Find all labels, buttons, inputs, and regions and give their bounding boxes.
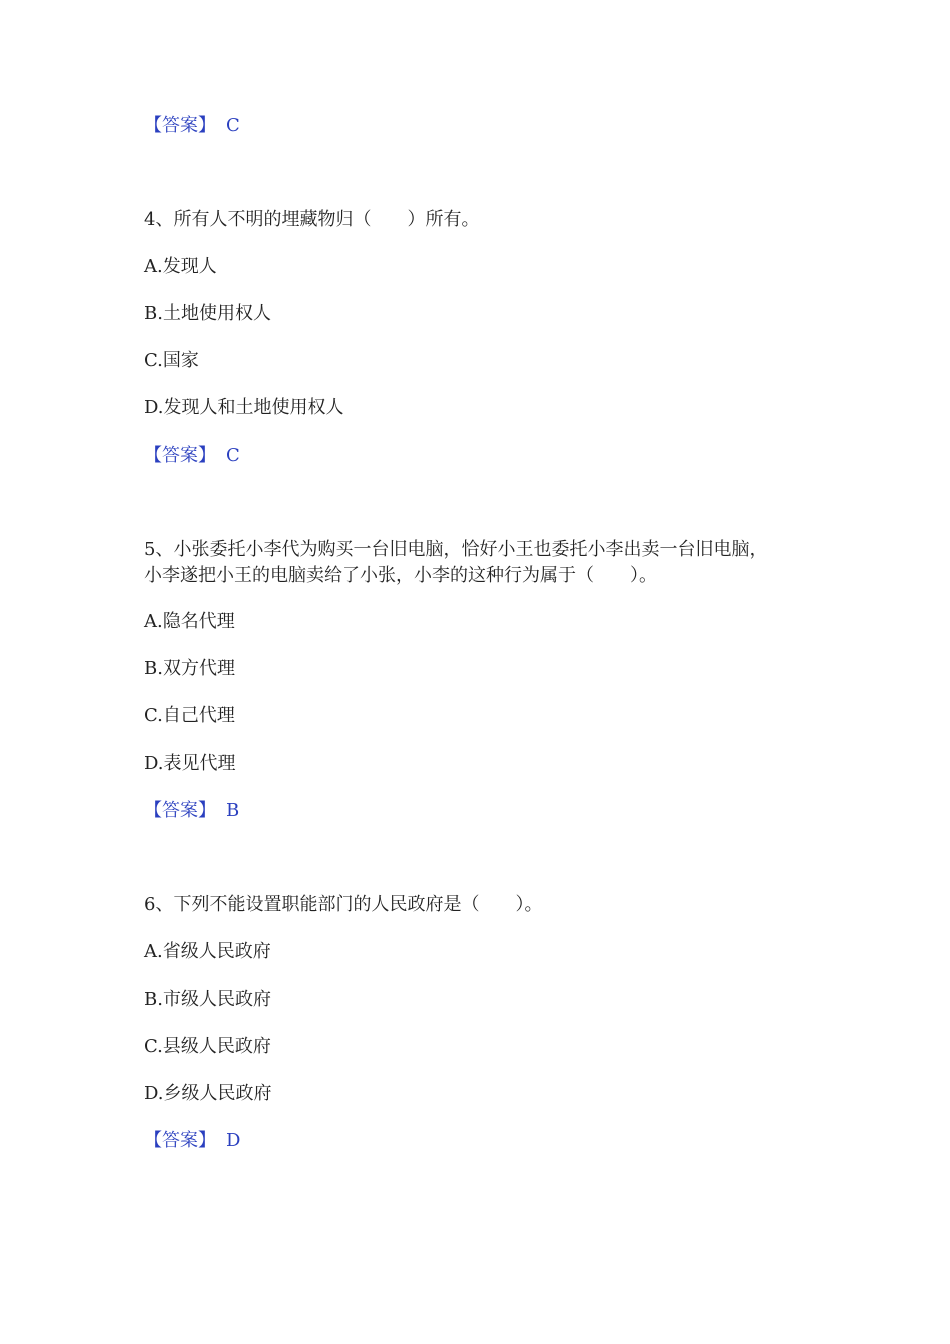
question-4-option-c: C.国家 bbox=[144, 350, 199, 371]
answer-line-q4 bbox=[144, 444, 240, 468]
question-4-option-a: A.发现人 bbox=[144, 256, 217, 277]
answer-value: C bbox=[226, 115, 240, 136]
answer-value: C bbox=[226, 445, 240, 466]
question-6-option-d: D.乡级人民政府 bbox=[144, 1083, 272, 1104]
answer-label: 【答案】 bbox=[144, 445, 216, 466]
question-5-option-a: A.隐名代理 bbox=[144, 611, 235, 632]
question-4-option-d: D.发现人和土地使用权人 bbox=[144, 397, 344, 418]
question-6-stem: 6、下列不能设置职能部门的人民政府是（ ）。 bbox=[144, 894, 543, 915]
question-5-stem-line-2: 小李遂把小王的电脑卖给了小张，小李的这种行为属于（ ）。 bbox=[144, 565, 657, 586]
answer-value: D bbox=[226, 1130, 241, 1151]
answer-line-q6 bbox=[144, 1129, 240, 1153]
answer-label: 【答案】 bbox=[144, 1130, 216, 1151]
question-6-option-b: B.市级人民政府 bbox=[144, 989, 271, 1010]
answer-line-q5 bbox=[144, 799, 239, 823]
question-5-option-d: D.表见代理 bbox=[144, 753, 236, 774]
question-5-stem-line-1: 5、小张委托小李代为购买一台旧电脑，恰好小王也委托小李出卖一台旧电脑， bbox=[144, 539, 768, 560]
question-4-stem: 4、所有人不明的埋藏物归（ ）所有。 bbox=[144, 209, 480, 230]
question-6-option-c: C.县级人民政府 bbox=[144, 1036, 271, 1057]
question-6-option-a: A.省级人民政府 bbox=[144, 941, 271, 962]
question-4-option-b: B.土地使用权人 bbox=[144, 303, 271, 324]
answer-label: 【答案】 bbox=[144, 800, 216, 821]
answer-line-q3 bbox=[144, 114, 240, 138]
answer-label: 【答案】 bbox=[144, 115, 216, 136]
question-5-option-c: C.自己代理 bbox=[144, 705, 235, 726]
answer-value: B bbox=[226, 800, 240, 821]
question-5-option-b: B.双方代理 bbox=[144, 658, 235, 679]
